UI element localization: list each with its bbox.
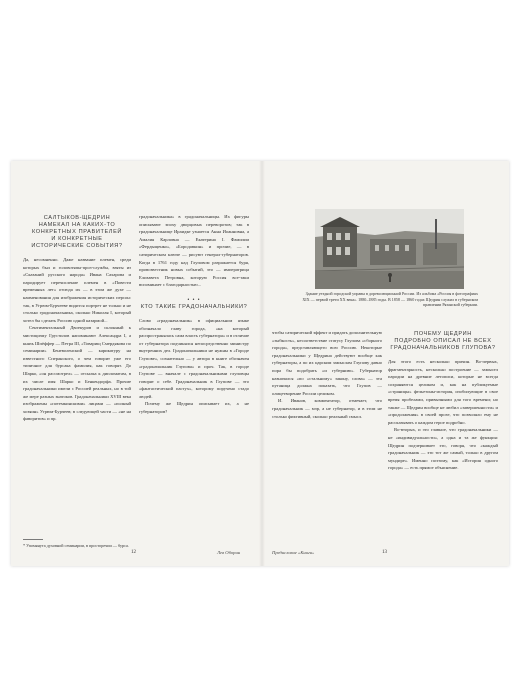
page-number-left: 12	[131, 550, 136, 555]
paragraph: Слово «градоначальник» в официальном языке обозначало главу города, «на который распространялась сама власть губернатора» и в отличие от губернатора подчинялся непосредственно министру внутренних дел. Градоначальники не нужны в «Городе Глупове», сознательно — у автора в книге обозначен «градоначальник Глупова» и проч. Так, в городе Глупове — вначале с градоначальниками глуповцы говорят о себе. Градоначальник в Глупове — это «фантастический пастух», которому поручено стадо людей.	[139, 317, 249, 399]
footnote-mark: *	[23, 543, 26, 548]
paragraph: чтобы сатирический эффект и придать дополнительную «зыбкость», несоответствие статусу Глупова «сборного города», представляющего всю Россию. Некоторые градоначальники у Щедрина действуют вообще как губернаторы, а по их царским замыслам Глупову давно пора бы подобрать «и губернию». Губернатор назначался «по «стальному» закону, слова» — эта путаница должна показать, что Глупов — олицетворение России целиком.	[272, 330, 382, 396]
paragraph: Да, несомненно. Даже название племен, среди которых был и головотяпы-проз-службы, взяты из «Сказаний русского народа» Ивана Сахарова и пародирует перечисление племен в «Повести временных лет» отсюда их — в этом же духе — наименования для изображения исторических персон: так, в Угрюм-Бурчееве видится портрет не только и не столько градоначальника, сколько Николая I, который хотел бы сделать Россию одной казармой...	[23, 257, 131, 323]
paragraph: Почему же Щедрин описывает их, а не губернаторов?	[139, 401, 249, 415]
heading-line: КОНКРЕТНЫХ ПРАВИТЕЛЕЙ	[31, 229, 123, 235]
right-page	[260, 161, 509, 566]
page-number-right: 13	[382, 550, 387, 555]
right-column-1	[272, 329, 382, 420]
paragraph: И. Иванов, комментатор, отмечает, что градоначальник — мэр, а не губернатор, и в этом не столько фиктивный, сколько реальный смысл.	[272, 398, 382, 419]
section-heading-saltykov	[23, 215, 131, 250]
heading-ornament: • • •	[187, 296, 201, 303]
photo-caption: Здание уездной городской управы в дореволюционной России. Из альбома «Россия в фотографиях XIX — первой трети XX века». 1880–1885 годы. В 1858 — 1860 годах Щедрин служил в губернском правлении Рязанской губернии.	[302, 291, 478, 308]
photo-illustration	[315, 209, 464, 289]
heading-line: ГРАДОНАЧАЛЬНИКОВ ГЛУПОВА?	[390, 345, 496, 351]
section-heading-pochemu	[388, 331, 498, 352]
heading-line: ПОЧЕМУ ЩЕДРИН	[414, 331, 472, 337]
heading-line: КТО ТАКИЕ ГРАДОНАЧАЛЬНИКИ?	[140, 303, 248, 310]
historical-photo	[315, 209, 464, 289]
left-column-2	[139, 213, 249, 416]
footnote-rule	[23, 539, 43, 540]
heading-line: ИСТОРИЧЕСКИЕ СОБЫТИЯ?	[31, 243, 123, 249]
heading-line: ПОДРОБНО ОПИСАЛ НЕ ВСЕХ	[394, 338, 492, 344]
paragraph: Во-вторых, и это главное, что градоначальники — не «индивидуальности», а одна и та же функция: Щедрин подчеркивает это, говоря, что «каждый градоначальник — это тот же самый, только в другом мундире». Именно поэтому, как «История одного города» — есть прямое объяснение.	[388, 427, 498, 471]
left-page	[11, 161, 260, 566]
paragraph: Для этого есть несколько причин. Во-первых, фрагментарность, несколько построение — замысел пародии на древние летописи, которые не всегда сохраняются целиком и, как на публикуемые «страницы» фельетоны-история, изобилующие в свое время пробелами, привычными для того времени; но также — Щедрин вообще не любил «завершенности» и «продолжения» в своей прозе, что позволяло ему не рассказывать о каждом герое подробно.	[388, 359, 498, 425]
paragraph: Сентиментальный Двоекуров и склонный к мистицизму Грустилов напоминают Александра I, а князь Шпёффер — Петра III, «Товарищ Смердякова по семинарии» Беневоленский — карикатуру на известного Сперанского, о чем говорит уже его типичное для бурсака фамилия, как говорят. До Шарко, «он рассмотрел» — отсылка к дипломатам, в их числе имя Шарко и Бенкендорфа. Прочие градоначальники имели с Россией реальных, но в той же мере разных знатоков. Градоначальники XVIII века изображены «потемкинскими» лицами — «полный хозяин» Угрюм-Бурчеев; в следующей части — «не на фаворитов» и пр.	[23, 325, 131, 422]
paragraph: градоначальника» в градоначальницы. Их фигуры описывают эпоху дворцовых переворотов; так в градоначальнице Ираидке узнается Анна Иоанновна, а Амалия Карловна — Екатерина I. Фамилии «Фердыщенко», «Бородавкин» и прочие, — в сатирическом ключе — рисуют генерал-губернаторов. Когда в 1761 году над Глуповом разражается буря, провозвестник новых событий, это — императрица Елизавета Петровна, которую Россия все-таки вспоминает с благодарностью...	[139, 214, 249, 288]
footnote	[23, 543, 143, 549]
heading-line: НАМЕКАЛ НА КАКИХ-ТО	[38, 222, 116, 228]
footnote-text: Упомянута духовной семинарии, в просторечии — бурса.	[26, 543, 129, 548]
running-footer-left: Лев Оборин	[217, 550, 241, 555]
running-footer-right: Предисловие «Книги»	[272, 550, 315, 555]
left-column-1	[23, 213, 131, 423]
book-spread	[11, 161, 509, 566]
section-heading-gradonachalniki	[139, 297, 249, 311]
heading-line: САЛТЫКОВ-ЩЕДРИН	[43, 215, 111, 221]
heading-line: И КОНКРЕТНЫЕ	[51, 236, 103, 242]
right-column-2	[388, 329, 498, 472]
